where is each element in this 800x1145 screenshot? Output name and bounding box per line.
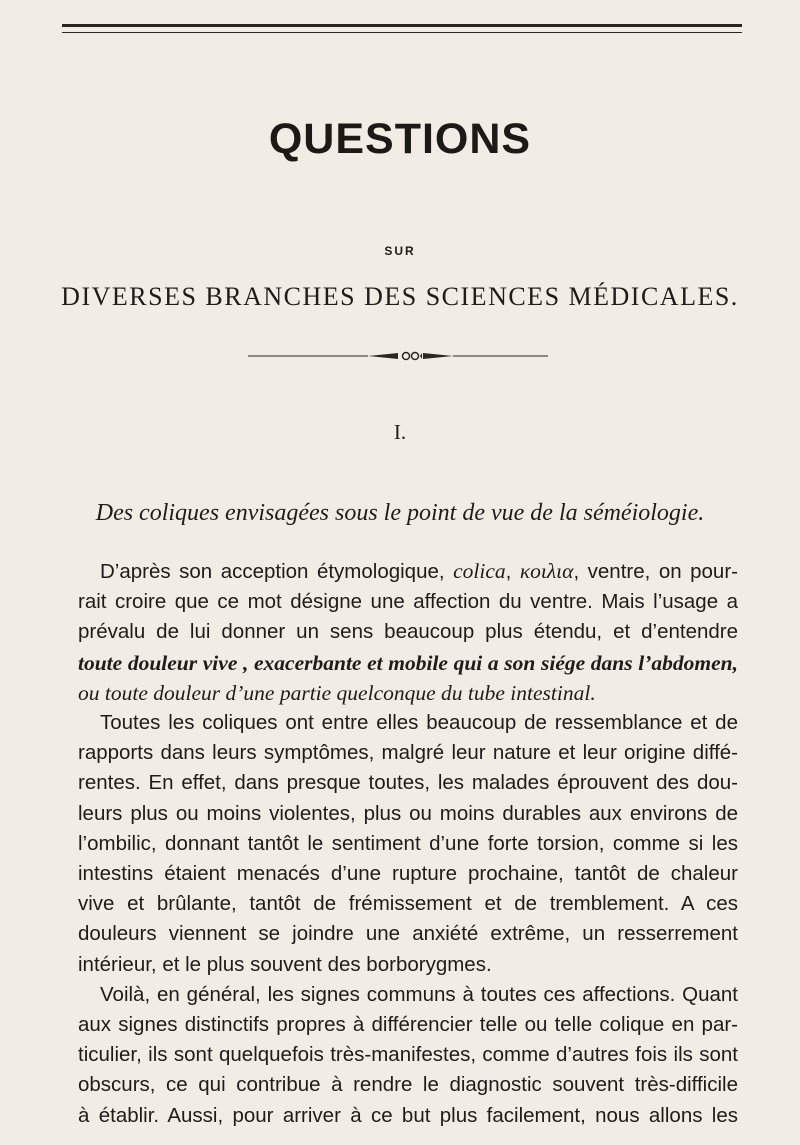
ornament-divider <box>248 350 548 362</box>
body-text <box>78 556 738 1131</box>
text-line: à établir. Aussi, pour arriver à ce but plus facilement, nous allons les <box>78 1103 738 1127</box>
text-line: intestins étaient menacés d’une rupture prochaine, tantôt de chaleur <box>78 862 738 886</box>
section-number: I. <box>393 420 407 444</box>
text-line: rapports dans leurs symptômes, malgré leur nature et leur origine diffé- <box>78 741 738 765</box>
page-title: QUESTIONS <box>268 115 532 163</box>
text-line: Toutes les coliques ont entre elles beaucoup de ressemblance et de <box>100 711 738 735</box>
text-line: rentes. En effet, dans presque toutes, les malades éprouvent des dou- <box>78 771 738 795</box>
text-line: D’après son acception étymologique, colica, κοιλια, ventre, on pour- <box>100 559 738 583</box>
text-line: intérieur, et le plus souvent des borborygmes. <box>78 952 492 976</box>
page-subtitle: DIVERSES BRANCHES DES SCIENCES MÉDICALES. <box>61 282 739 311</box>
sur-label: SUR <box>384 244 416 258</box>
text-line: rait croire que ce mot désigne une affection du ventre. Mais l’usage a <box>78 590 738 614</box>
text-line: douleurs viennent se joindre une anxiété extrême, un resserrement <box>78 922 738 946</box>
text-line: Voilà, en général, les signes communs à toutes ces affections. Quant <box>100 982 738 1006</box>
text-line: obscurs, ce qui contribue à rendre le diagnostic souvent très-difficile <box>78 1073 738 1097</box>
top-rule <box>62 24 742 33</box>
text-line: prévalu de lui donner un sens beaucoup plus étendu, et d’entendre <box>78 620 738 644</box>
text-line: ticulier, ils sont quelquefois très-manifestes, comme d’autres fois ils sont <box>78 1043 738 1067</box>
text-line: aux signes distinctifs propres à différencier telle ou telle colique en par- <box>78 1013 738 1037</box>
section-title: Des coliques envisagées sous le point de vue de la séméiologie. <box>95 500 705 526</box>
text-line: vive et brûlante, tantôt de frémissement et de tremblement. A ces <box>78 892 738 916</box>
text-line-emphasis: ou toute douleur d’une partie quelconque du tube intestinal. <box>78 680 596 705</box>
text-line: leurs plus ou moins violentes, plus ou moins durables aux environs de <box>78 801 738 825</box>
text-line-emphasis: toute douleur vive , exacerbante et mobile qui a son siége dans l’abdomen, <box>78 650 738 675</box>
text-line: l’ombilic, donnant tantôt le sentiment d’une forte torsion, comme si les <box>78 831 738 855</box>
